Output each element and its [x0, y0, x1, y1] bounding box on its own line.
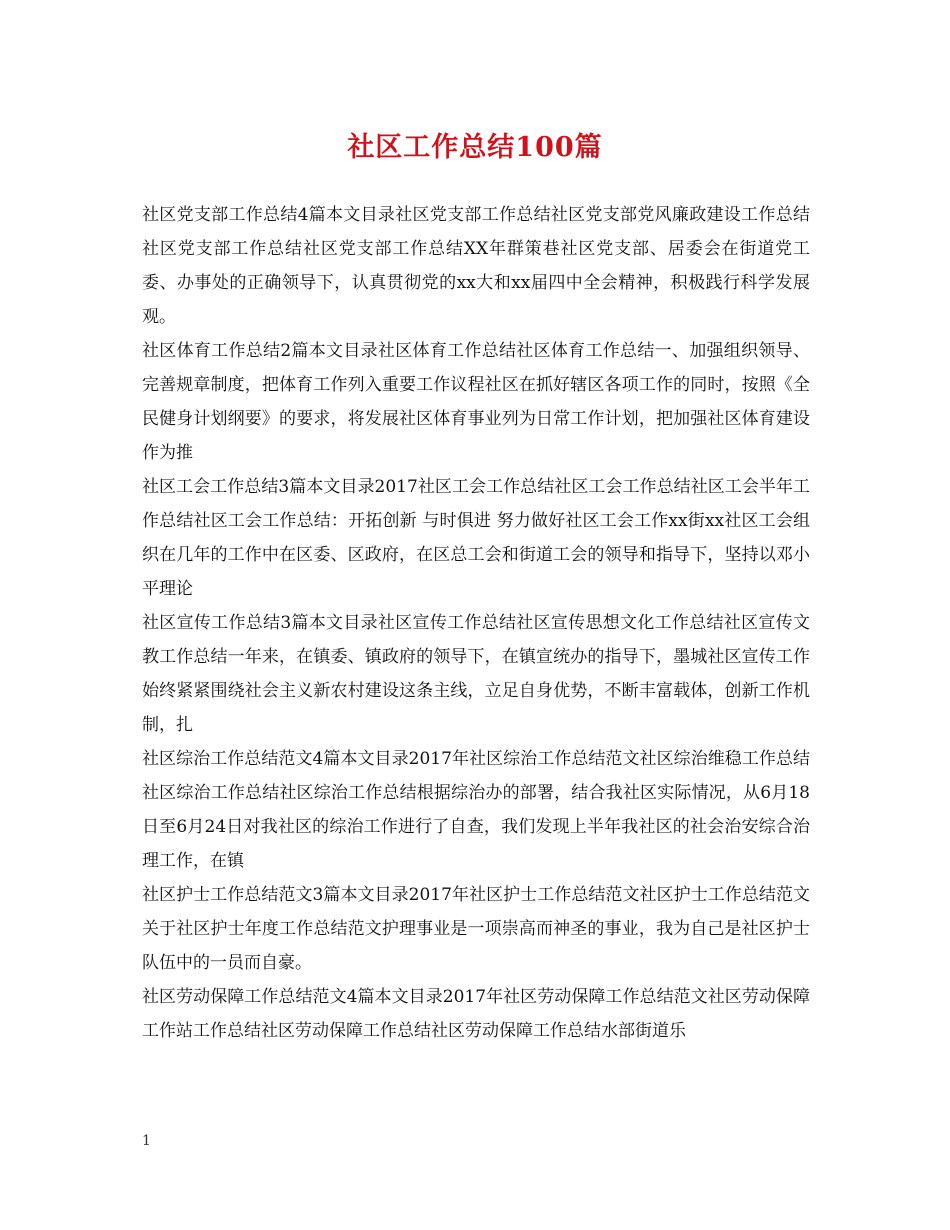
paragraph-nursing: 社区护士工作总结范文3篇本文目录2017年社区护士工作总结范文社区护士工作总结范文关于社区护士年度工作总结范文护理事业是一项崇高而神圣的事业，我为自己是社区护士队伍中的一员而自豪。: [142, 885, 810, 973]
paragraph-publicity: 社区宣传工作总结3篇本文目录社区宣传工作总结社区宣传思想文化工作总结社区宣传文教工作总结一年来，在镇委、镇政府的领导下，在镇宣统办的指导下，墨城社区宣传工作始终紧紧围绕社会主义新农村建设这条主线，立足自身优势，不断丰富载体，创新工作机制，扎: [142, 613, 810, 735]
paragraph-trade-union: 社区工会工作总结3篇本文目录2017社区工会工作总结社区工会工作总结社区工会半年工作总结社区工会工作总结：开拓创新 与时俱进 努力做好社区工会工作xx街xx社区工会组织在几年的工作中在区委、区政府，在区总工会和街道工会的领导和指导下，坚持以邓小平理论: [142, 477, 810, 599]
paragraph-public-security: 社区综治工作总结范文4篇本文目录2017年社区综治工作总结范文社区综治维稳工作总结社区综治工作总结社区综治工作总结根据综治办的部署，结合我社区实际情况，从6月18日至6月24日对我社区的综治工作进行了自查，我们发现上半年我社区的社会治安综合治理工作，在镇: [142, 749, 810, 871]
document-body: [142, 198, 810, 1048]
paragraph-sports: 社区体育工作总结2篇本文目录社区体育工作总结社区体育工作总结一、加强组织领导、完善规章制度，把体育工作列入重要工作议程社区在抓好辖区各项工作的同时，按照《全民健身计划纲要》的要求，将发展社区体育事业列为日常工作计划，把加强社区体育建设作为推: [142, 341, 810, 463]
page-number: 1: [142, 1133, 151, 1149]
paragraph-labor-security: 社区劳动保障工作总结范文4篇本文目录2017年社区劳动保障工作总结范文社区劳动保障工作站工作总结社区劳动保障工作总结社区劳动保障工作总结水部街道乐: [142, 987, 810, 1041]
document-title: 社区工作总结100篇: [347, 132, 603, 163]
paragraph-party-branch: 社区党支部工作总结4篇本文目录社区党支部工作总结社区党支部党风廉政建设工作总结社区党支部工作总结社区党支部工作总结XX年群策巷社区党支部、居委会在街道党工委、办事处的正确领导下，认真贯彻党的xx大和xx届四中全会精神，积极践行科学发展观。: [142, 205, 810, 327]
